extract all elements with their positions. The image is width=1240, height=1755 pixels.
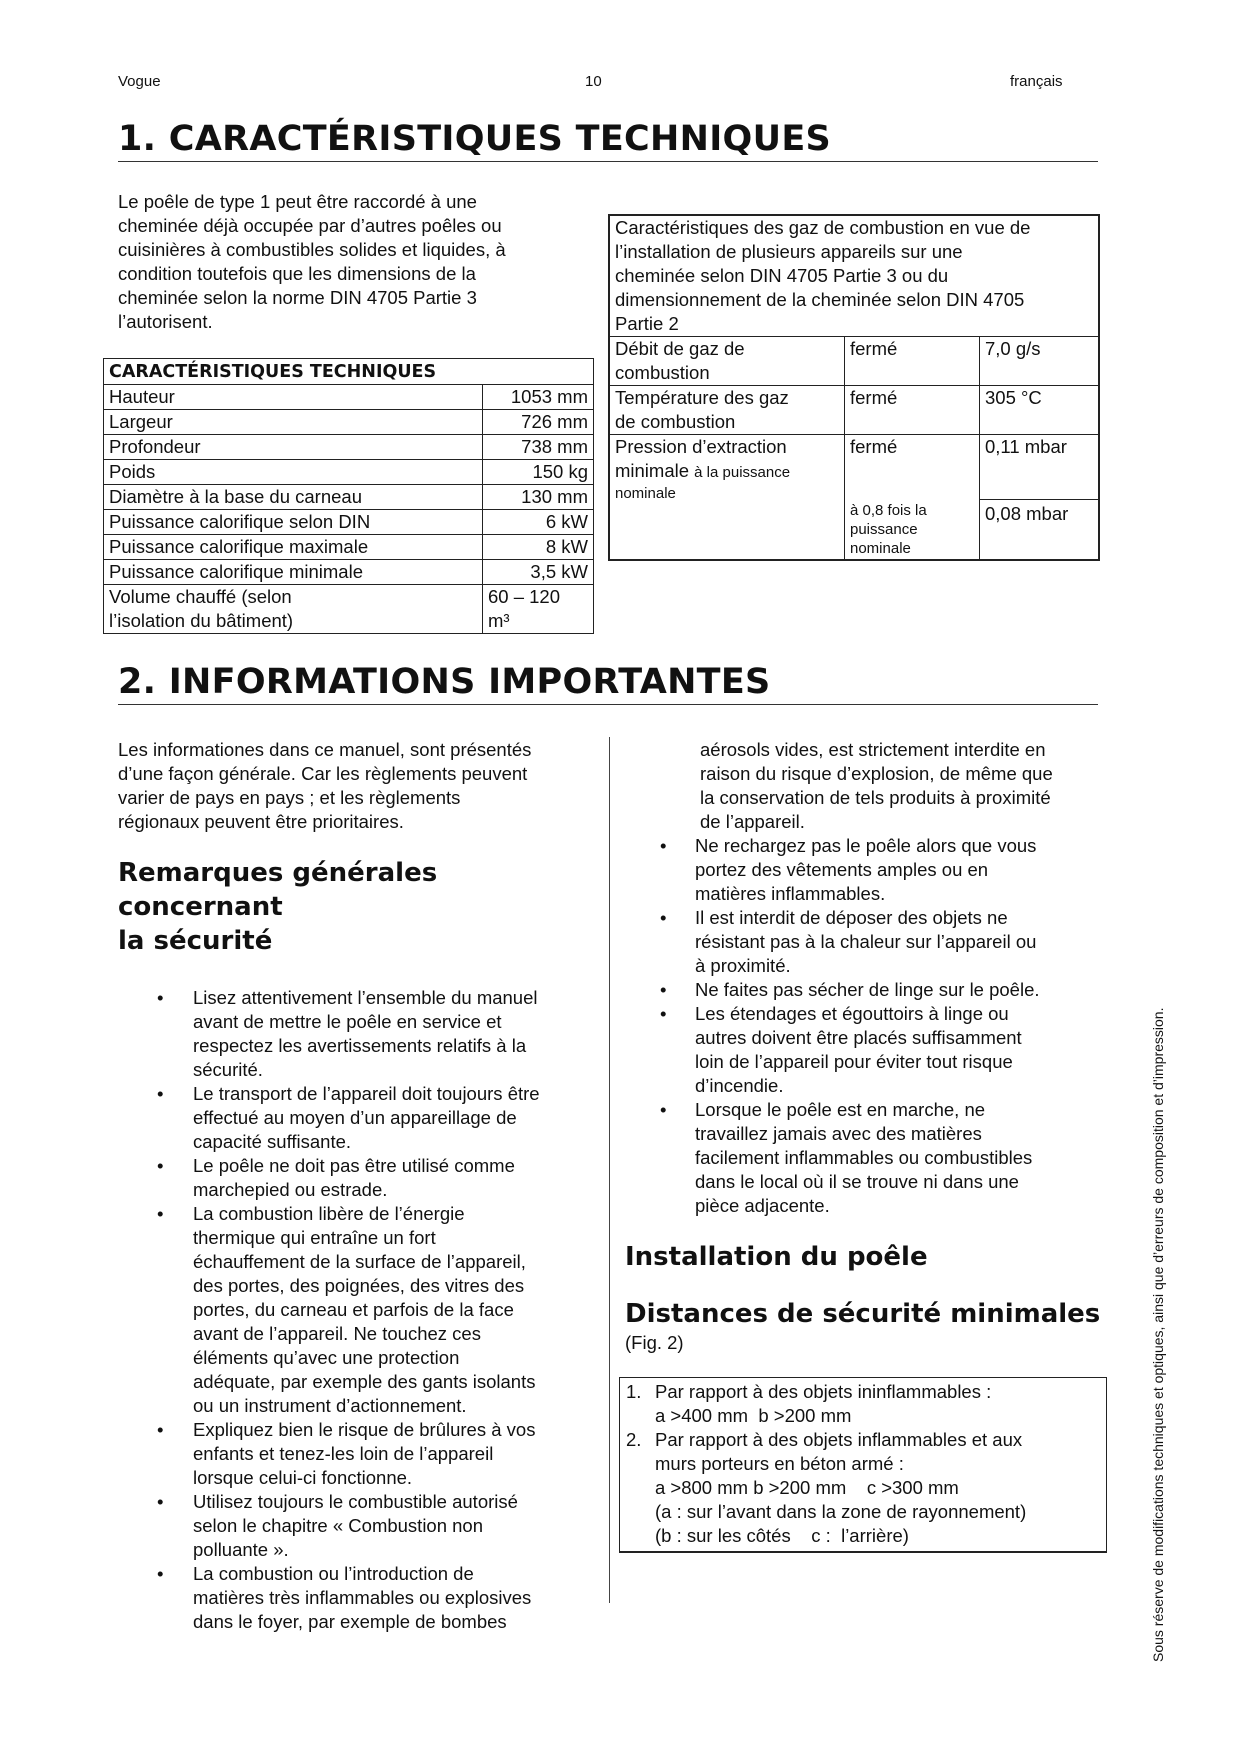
gas-header-line: Caractéristiques des gaz de combustion en vue de xyxy=(615,217,1031,238)
bullet-icon: • xyxy=(660,1003,667,1024)
text-line: facilement inflammables ou combustibles xyxy=(695,1147,1033,1168)
spec-label-line: l’isolation du bâtiment) xyxy=(109,610,294,631)
bullet-icon: • xyxy=(157,1563,164,1584)
list-item xyxy=(118,1082,598,1154)
text-line: dans le foyer, par exemple de bombes xyxy=(193,1611,507,1632)
bullet-icon: • xyxy=(660,907,667,928)
bullet-icon: • xyxy=(157,1491,164,1512)
gas-label-part: minimale xyxy=(615,460,690,481)
column-divider xyxy=(609,737,610,1603)
left-column xyxy=(118,738,598,1634)
gas-table-header xyxy=(609,215,1099,337)
safety-heading-line: Remarques générales concernant xyxy=(118,858,438,922)
text-line: enfants et tenez-les loin de l’appareil xyxy=(193,1443,494,1464)
table-row xyxy=(104,510,594,535)
text-line: adéquate, par exemple des gants isolants xyxy=(193,1371,536,1392)
text-line: dans le local où il se trouve ni dans une xyxy=(695,1171,1019,1192)
text-line: avant de mettre le poêle en service et xyxy=(193,1011,502,1032)
spec-label: Puissance calorifique selon DIN xyxy=(104,510,483,535)
gas-header-line: Partie 2 xyxy=(615,313,679,334)
text-line: a >800 mm b >200 mm c >300 mm xyxy=(655,1477,959,1498)
spec-label: Puissance calorifique maximale xyxy=(104,535,483,560)
spec-label: Hauteur xyxy=(104,385,483,410)
gas-header-line: cheminée selon DIN 4705 Partie 3 ou du xyxy=(615,265,949,286)
table-row xyxy=(609,386,1099,435)
text-line: Par rapport à des objets inflammables et aux xyxy=(655,1429,1023,1450)
bullet-icon: • xyxy=(157,987,164,1008)
text-line: matières inflammables. xyxy=(695,883,886,904)
section1-intro xyxy=(118,190,588,334)
text-line: La combustion libère de l’énergie xyxy=(193,1203,465,1224)
spec-value-line: m³ xyxy=(488,610,510,631)
spec-label: Poids xyxy=(104,460,483,485)
safety-heading xyxy=(118,856,598,958)
distances-list xyxy=(626,1380,1106,1548)
intro-line: Le poêle de type 1 peut être raccordé à une xyxy=(118,191,477,212)
spec-value: 738 mm xyxy=(483,435,594,460)
side-note: Sous réserve de modifications techniques et optiques, ainsi que d’erreurs de composition et d’impression. xyxy=(1150,1007,1166,1662)
gas-state: fermé xyxy=(845,386,980,435)
spec-value: 130 mm xyxy=(483,485,594,510)
text-line: portez des vêtements amples ou en xyxy=(695,859,989,880)
text-line: (b : sur les côtés c : l’arrière) xyxy=(655,1525,909,1546)
text-line: la conservation de tels produits à proximité xyxy=(700,787,1051,808)
text-line: Par rapport à des objets ininflammables : xyxy=(655,1381,992,1402)
text-line: portes, du carneau et parfois de la face xyxy=(193,1299,514,1320)
gas-value: 7,0 g/s xyxy=(980,337,1100,386)
fig-reference: (Fig. 2) xyxy=(625,1332,684,1353)
header-right: français xyxy=(1010,73,1063,90)
distance-item xyxy=(626,1428,1106,1548)
text-line: murs porteurs en béton armé : xyxy=(655,1453,904,1474)
section2-title: 2. INFORMATIONS IMPORTANTES xyxy=(118,662,1098,705)
flue-gas-table xyxy=(608,214,1100,561)
text-line: Ne faites pas sécher de linge sur le poêle. xyxy=(695,979,1040,1000)
text-line: ou un instrument d’actionnement. xyxy=(193,1395,467,1416)
text-line: marchepied ou estrade. xyxy=(193,1179,388,1200)
text-line: résistant pas à la chaleur sur l’appareil ou xyxy=(695,931,1037,952)
text-line: des portes, des poignées, des vitres des xyxy=(193,1275,525,1296)
gas-label-line: de combustion xyxy=(615,411,736,432)
text-line: à proximité. xyxy=(695,955,791,976)
gas-substate xyxy=(845,499,980,560)
text-line: sécurité. xyxy=(193,1059,263,1080)
item-number: 2. xyxy=(626,1429,642,1450)
spec-value: 6 kW xyxy=(483,510,594,535)
text-line: Les étendages et égouttoirs à linge ou xyxy=(695,1003,1009,1024)
text-line: Expliquez bien le risque de brûlures à vos xyxy=(193,1419,536,1440)
table-row xyxy=(609,337,1099,386)
intro-line: d’une façon générale. Car les règlements peuvent xyxy=(118,763,528,784)
text-line: selon le chapitre « Combustion non xyxy=(193,1515,484,1536)
gas-label-line xyxy=(615,459,839,485)
spec-label: Profondeur xyxy=(104,435,483,460)
text-line: capacité suffisante. xyxy=(193,1131,352,1152)
text-line: Il est interdit de déposer des objets ne xyxy=(695,907,1008,928)
bullet-icon: • xyxy=(157,1155,164,1176)
safety-heading-line: la sécurité xyxy=(118,926,273,956)
text-line: matières très inflammables ou explosives xyxy=(193,1587,532,1608)
spec-value: 726 mm xyxy=(483,410,594,435)
text-line: échauffement de la surface de l’appareil, xyxy=(193,1251,526,1272)
text-line: autres doivent être placés suffisamment xyxy=(695,1027,1022,1048)
gas-label-line: Débit de gaz de xyxy=(615,338,745,359)
safety-list-left xyxy=(118,986,598,1634)
gas-label-small: à la puissance xyxy=(694,464,791,481)
list-item xyxy=(118,1154,598,1202)
gas-label xyxy=(609,435,845,561)
text-line: polluante ». xyxy=(193,1539,289,1560)
list-item xyxy=(118,1202,598,1418)
list-item xyxy=(118,1562,598,1634)
table-header-row xyxy=(609,215,1099,337)
intro-line: condition toutefois que les dimensions de la xyxy=(118,263,476,284)
text-line: Lisez attentivement l’ensemble du manuel xyxy=(193,987,538,1008)
spec-value xyxy=(483,585,594,634)
list-item xyxy=(620,978,1110,1002)
list-item xyxy=(118,986,598,1082)
text-line: Le poêle ne doit pas être utilisé comme xyxy=(193,1155,515,1176)
gas-state: fermé xyxy=(845,337,980,386)
text-line: Lorsque le poêle est en marche, ne xyxy=(695,1099,986,1120)
spec-value: 150 kg xyxy=(483,460,594,485)
spec-label-line: Volume chauffé (selon xyxy=(109,586,292,607)
gas-value: 305 °C xyxy=(980,386,1100,435)
intro-line: cheminée déjà occupée par d’autres poêles ou xyxy=(118,215,502,236)
bullet-icon: • xyxy=(157,1083,164,1104)
table-header: CARACTÉRISTIQUES TECHNIQUES xyxy=(104,359,594,385)
text-line: effectué au moyen d’un appareillage de xyxy=(193,1107,517,1128)
intro-line: régionaux peuvent être prioritaires. xyxy=(118,811,404,832)
gas-substate-line: à 0,8 fois la xyxy=(850,502,927,519)
header-left: Vogue xyxy=(118,73,161,90)
table-row xyxy=(104,535,594,560)
text-line: La combustion ou l’introduction de xyxy=(193,1563,474,1584)
table-row xyxy=(609,435,1099,500)
spec-label: Largeur xyxy=(104,410,483,435)
spec-value: 3,5 kW xyxy=(483,560,594,585)
gas-label-small: nominale xyxy=(615,485,676,502)
list-item xyxy=(620,834,1110,906)
spec-label: Puissance calorifique minimale xyxy=(104,560,483,585)
spec-value: 1053 mm xyxy=(483,385,594,410)
gas-label-line: Température des gaz xyxy=(615,387,789,408)
gas-label xyxy=(609,337,845,386)
table-row xyxy=(104,435,594,460)
bullet-icon: • xyxy=(157,1203,164,1224)
text-line: Ne rechargez pas le poêle alors que vous xyxy=(695,835,1037,856)
text-line: a >400 mm b >200 mm xyxy=(655,1405,852,1426)
bullet-icon: • xyxy=(660,835,667,856)
table-row xyxy=(104,410,594,435)
list-item xyxy=(118,1490,598,1562)
intro-line: cheminée selon la norme DIN 4705 Partie 3 xyxy=(118,287,477,308)
right-column xyxy=(620,738,1110,1355)
gas-label-line: combustion xyxy=(615,362,710,383)
table-row xyxy=(104,560,594,585)
gas-state: fermé xyxy=(845,435,980,500)
text-line: Utilisez toujours le combustible autorisé xyxy=(193,1491,518,1512)
distances-heading: Distances de sécurité minimales xyxy=(625,1299,1101,1329)
text-line: pièce adjacente. xyxy=(695,1195,830,1216)
intro-line: l’autorisent. xyxy=(118,311,213,332)
list-item xyxy=(620,1002,1110,1098)
text-line: respectez les avertissements relatifs à la xyxy=(193,1035,527,1056)
text-line: de l’appareil. xyxy=(700,811,805,832)
gas-label-line: Pression d’extraction xyxy=(615,436,787,457)
table-row xyxy=(104,485,594,510)
table-row xyxy=(104,385,594,410)
text-line: aérosols vides, est strictement interdite en xyxy=(700,739,1046,760)
text-line: d’incendie. xyxy=(695,1075,784,1096)
table-row xyxy=(104,460,594,485)
spec-label xyxy=(104,585,483,634)
distance-item xyxy=(626,1380,1106,1428)
technical-specs-table xyxy=(103,358,594,634)
table-row xyxy=(104,585,594,634)
text-line: éléments qu’avec une protection xyxy=(193,1347,460,1368)
distances-box xyxy=(619,1377,1107,1553)
text-line: loin de l’appareil pour éviter tout risque xyxy=(695,1051,1013,1072)
gas-header-line: dimensionnement de la cheminée selon DIN 4705 xyxy=(615,289,1025,310)
spec-value-line: 60 – 120 xyxy=(488,586,561,607)
installation-heading: Installation du poêle xyxy=(625,1242,928,1272)
item-number: 1. xyxy=(626,1381,642,1402)
text-line: thermique qui entraîne un fort xyxy=(193,1227,436,1248)
intro-line: Les informationes dans ce manuel, sont présentés xyxy=(118,739,532,760)
spec-label: Diamètre à la base du carneau xyxy=(104,485,483,510)
spec-value: 8 kW xyxy=(483,535,594,560)
text-line: Le transport de l’appareil doit toujours être xyxy=(193,1083,540,1104)
list-item xyxy=(620,1098,1110,1218)
bullet-icon: • xyxy=(660,1099,667,1120)
bullet-icon: • xyxy=(157,1419,164,1440)
list-continuation xyxy=(620,738,1110,834)
text-line: travaillez jamais avec des matières xyxy=(695,1123,982,1144)
table-header-row xyxy=(104,359,594,385)
bullet-icon: • xyxy=(660,979,667,1000)
page-number: 10 xyxy=(585,73,602,90)
gas-label xyxy=(609,386,845,435)
gas-substate-line: puissance xyxy=(850,521,918,538)
safety-list-right xyxy=(620,834,1110,1218)
text-line: lorsque celui-ci fonctionne. xyxy=(193,1467,413,1488)
gas-header-line: l’installation de plusieurs appareils sur une xyxy=(615,241,963,262)
gas-value: 0,08 mbar xyxy=(980,499,1100,560)
text-line: avant de l’appareil. Ne touchez ces xyxy=(193,1323,481,1344)
text-line: raison du risque d’explosion, de même que xyxy=(700,763,1053,784)
intro-line: cuisinières à combustibles solides et liquides, à xyxy=(118,239,506,260)
section1-title: 1. CARACTÉRISTIQUES TECHNIQUES xyxy=(118,119,1098,162)
gas-substate-line: nominale xyxy=(850,540,911,557)
intro-line: varier de pays en pays ; et les règlements xyxy=(118,787,461,808)
list-item xyxy=(620,906,1110,978)
list-item xyxy=(118,1418,598,1490)
gas-value: 0,11 mbar xyxy=(980,435,1100,500)
text-line: (a : sur l’avant dans la zone de rayonnement) xyxy=(655,1501,1027,1522)
